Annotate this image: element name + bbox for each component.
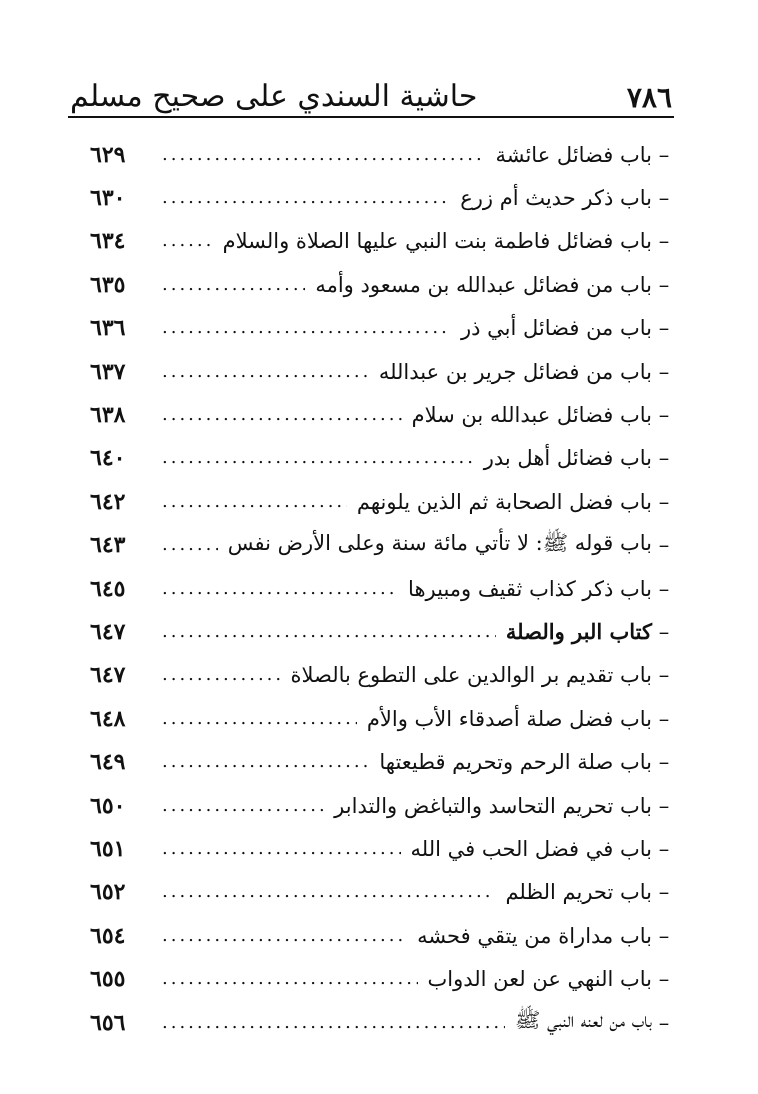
entry-dash: –	[658, 229, 670, 254]
toc-entry	[90, 610, 676, 653]
entry-page-number: ٦٤٧	[90, 662, 126, 689]
toc-entry	[90, 263, 676, 306]
entry-page-number: ٦٥٦	[90, 1009, 126, 1036]
entry-dash: –	[658, 186, 670, 211]
entry-page-number: ٦٣٤	[90, 228, 126, 255]
entry-page-number: ٦٥٤	[90, 922, 126, 949]
dot-leader	[162, 663, 280, 687]
entry-dash: –	[658, 359, 670, 384]
entry-dash: –	[658, 446, 670, 471]
toc-entry	[90, 914, 676, 957]
entry-dash: –	[658, 272, 670, 297]
entry-page-number: ٦٤٠	[90, 445, 126, 472]
entry-label: باب فضائل أهل بدر	[483, 446, 652, 471]
dot-leader	[162, 143, 485, 167]
toc-entry	[90, 1001, 676, 1044]
dot-leader	[162, 316, 451, 340]
dot-leader	[162, 273, 305, 297]
entry-label: باب صلة الرحم وتحريم قطيعتها	[379, 750, 652, 775]
entry-label: باب تحريم التحاسد والتباغض والتدابر	[334, 793, 652, 818]
dot-leader	[162, 750, 369, 774]
dot-leader	[162, 880, 495, 904]
entry-dash: –	[658, 706, 670, 731]
toc-entry	[90, 220, 676, 263]
running-title: حاشية السندي على صحيح مسلم	[70, 79, 478, 114]
entry-label: باب ذكر كذاب ثقيف ومبيرها	[408, 576, 652, 601]
entry-label: باب مداراة من يتقي فحشه	[417, 923, 652, 948]
dot-leader	[162, 490, 347, 514]
book-heading: كتاب البر والصلة	[505, 619, 652, 645]
toc-entry	[90, 307, 676, 350]
entry-dash: –	[658, 923, 670, 948]
toc-entry	[90, 784, 676, 827]
entry-page-number: ٦٥٥	[90, 966, 126, 993]
entry-dash: –	[658, 489, 670, 514]
toc-entry	[90, 133, 676, 176]
dot-leader	[162, 229, 213, 253]
dot-leader	[162, 1011, 505, 1035]
toc-entry	[90, 697, 676, 740]
entry-dash: –	[658, 142, 670, 167]
dot-leader	[162, 837, 401, 861]
entry-label: باب في فضل الحب في الله	[410, 836, 652, 861]
toc-entry	[90, 437, 676, 480]
entry-page-number: ٦٣٧	[90, 358, 126, 385]
entry-dash: –	[658, 576, 670, 601]
entry-label: باب فضل الصحابة ثم الذين يلونهم	[356, 489, 652, 514]
entry-label: باب فضائل عبدالله بن سلام	[411, 403, 652, 428]
entry-page-number: ٦٤٨	[90, 705, 126, 732]
entry-dash: –	[658, 1010, 670, 1035]
running-header	[70, 74, 672, 114]
page-number: ٧٨٦	[626, 81, 672, 114]
entry-dash: –	[658, 533, 670, 558]
entry-page-number: ٦٣٥	[90, 271, 126, 298]
entry-dash: –	[658, 793, 670, 818]
entry-dash: –	[658, 836, 670, 861]
entry-label: باب من فضائل عبدالله بن مسعود وأمه	[315, 272, 652, 297]
dot-leader	[162, 533, 218, 557]
entry-dash: –	[658, 316, 670, 341]
entry-dash: –	[658, 967, 670, 992]
entry-page-number: ٦٥٢	[90, 879, 126, 906]
entry-page-number: ٦٣٠	[90, 185, 126, 212]
toc-entry	[90, 176, 676, 219]
entry-dash: –	[658, 750, 670, 775]
entry-page-number: ٦٣٦	[90, 315, 126, 342]
entry-label: باب النهي عن لعن الدواب	[427, 967, 652, 992]
entry-label: باب قوله ﷺ: لا تأتي مائة سنة وعلى الأرض نفس	[227, 530, 652, 555]
entry-page-number: ٦٤٩	[90, 749, 126, 776]
toc-entry	[90, 957, 676, 1000]
entry-label: باب فضائل فاطمة بنت النبي عليها الصلاة والسلام	[222, 229, 652, 254]
toc-entry	[90, 654, 676, 697]
entry-page-number: ٦٤٧	[90, 618, 126, 645]
entry-page-number: ٦٥١	[90, 835, 126, 862]
entry-page-number: ٦٤٢	[90, 488, 126, 515]
entry-page-number: ٦٢٩	[90, 141, 126, 168]
entry-label: باب فضائل عائشة	[495, 142, 652, 167]
entry-page-number: ٦٤٣	[90, 532, 126, 559]
toc-entry	[90, 827, 676, 870]
dot-leader	[162, 794, 324, 818]
entry-page-number: ٦٥٠	[90, 792, 126, 819]
entry-dash: –	[658, 619, 670, 644]
dot-leader	[162, 577, 398, 601]
dot-leader	[162, 620, 496, 644]
dot-leader	[162, 360, 369, 384]
entry-label: باب تحريم الظلم	[505, 880, 652, 905]
entry-dash: –	[658, 663, 670, 688]
dot-leader	[162, 924, 407, 948]
dot-leader	[162, 403, 402, 427]
toc-entry	[90, 393, 676, 436]
entry-page-number: ٦٤٥	[90, 575, 126, 602]
entry-label: باب من لعنه النبي ﷺ	[514, 1008, 652, 1032]
entry-dash: –	[658, 403, 670, 428]
entry-label: باب فضل صلة أصدقاء الأب والأم	[366, 706, 652, 731]
dot-leader	[162, 186, 450, 210]
entry-label: باب ذكر حديث أم زرع	[460, 186, 652, 211]
toc-entry	[90, 740, 676, 783]
entry-page-number: ٦٣٨	[90, 402, 126, 429]
entry-label: باب من فضائل أبي ذر	[460, 316, 652, 341]
header-rule	[68, 116, 674, 118]
entry-label: باب تقديم بر الوالدين على التطوع بالصلاة	[290, 663, 652, 688]
entry-dash: –	[658, 880, 670, 905]
toc-entry	[90, 567, 676, 610]
table-of-contents	[90, 133, 676, 1044]
dot-leader	[162, 707, 357, 731]
dot-leader	[162, 446, 474, 470]
toc-entry	[90, 480, 676, 523]
toc-entry	[90, 524, 676, 567]
toc-entry	[90, 871, 676, 914]
toc-entry	[90, 350, 676, 393]
entry-label: باب من فضائل جرير بن عبدالله	[378, 359, 652, 384]
dot-leader	[162, 967, 418, 991]
